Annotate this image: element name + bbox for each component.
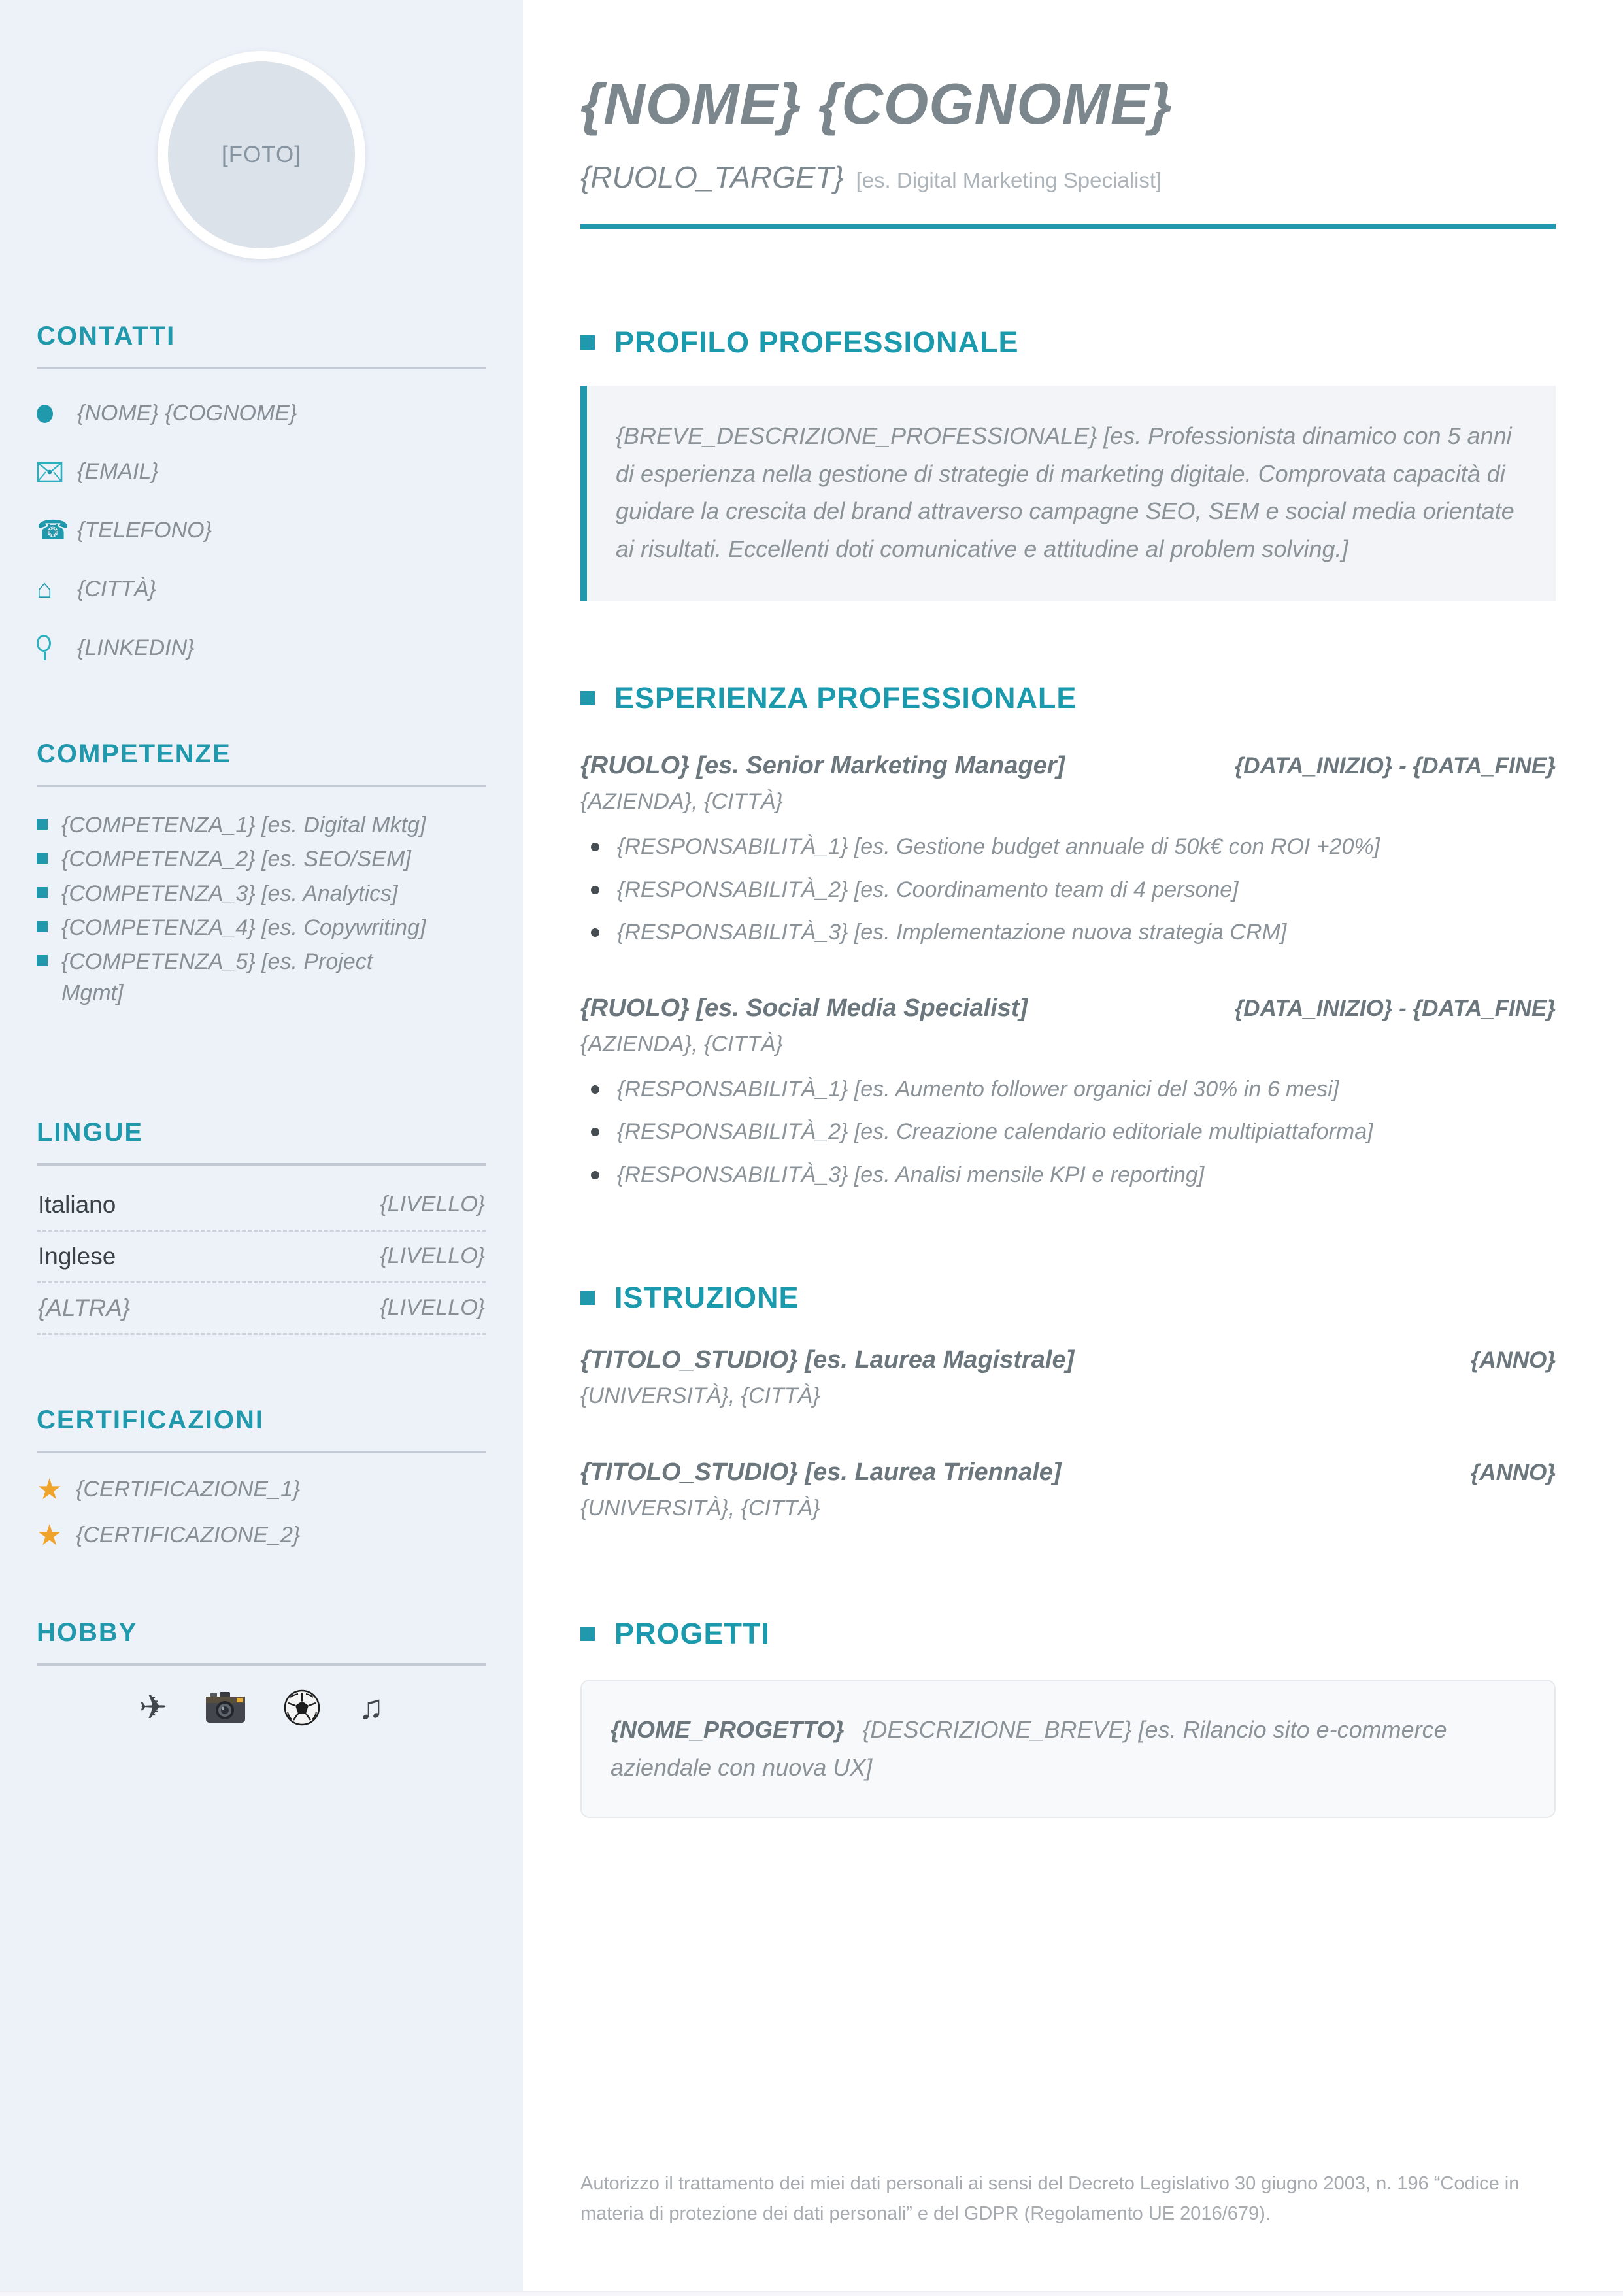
certifications-section xyxy=(37,1406,486,1550)
education-header xyxy=(580,1459,1556,1487)
skill-item: {COMPETENZA_3} [es. Analytics] xyxy=(37,878,486,909)
education-heading: ISTRUZIONE xyxy=(580,1281,1556,1315)
job-entry xyxy=(580,752,1556,947)
square-bullet-icon xyxy=(580,1627,595,1641)
phone-icon: ☎ xyxy=(37,516,69,545)
education-school: {UNIVERSITÀ}, {CITTÀ} xyxy=(580,1496,820,1521)
contact-phone-text: {TELEFONO} xyxy=(77,517,212,543)
profile-summary-box xyxy=(580,386,1556,601)
sidebar xyxy=(0,0,523,2291)
email-icon xyxy=(37,462,77,482)
contact-name-text: {NOME} {COGNOME} xyxy=(77,401,297,426)
person-dot-icon xyxy=(37,405,77,423)
header-accent-rule xyxy=(580,224,1556,229)
airplane-icon: ✈ xyxy=(139,1688,168,1727)
photo-label: [FOTO] xyxy=(221,142,302,167)
job-header xyxy=(580,752,1556,780)
star-icon: ★ xyxy=(37,1519,63,1551)
job-bullet-list xyxy=(580,1075,1556,1190)
education-entry xyxy=(580,1346,1556,1409)
skill-item: {COMPETENZA_5} [es. Project Mgmt] xyxy=(37,946,486,1009)
contact-item-city xyxy=(37,576,486,602)
square-bullet-icon xyxy=(37,853,61,875)
photo-circle xyxy=(168,61,355,248)
skills-title: COMPETENZE xyxy=(37,739,231,768)
section-divider xyxy=(37,1663,486,1666)
page-title-name: {NOME} {COGNOME} xyxy=(580,71,1173,136)
contact-item-linkedin xyxy=(37,635,486,661)
project-name: {NOME_PROGETTO} xyxy=(611,1716,845,1744)
languages-section xyxy=(37,1118,486,1335)
job-dates: {DATA_INIZIO} - {DATA_FINE} xyxy=(1234,753,1556,779)
education-school: {UNIVERSITÀ}, {CITTÀ} xyxy=(580,1383,820,1409)
contact-item-phone xyxy=(37,517,486,543)
square-bullet-icon xyxy=(580,691,595,705)
education-degree: {TITOLO_STUDIO} [es. Laurea Triennale] xyxy=(580,1459,1062,1487)
projects-heading: PROGETTI xyxy=(580,1617,1556,1651)
experience-heading: ESPERIENZA PROFESSIONALE xyxy=(580,681,1556,715)
contact-item-name xyxy=(37,401,486,426)
hobby-section xyxy=(37,1618,486,1726)
certification-list xyxy=(37,1473,486,1551)
privacy-footer-text: Autorizzo il trattamento dei miei dati personali ai sensi del Decreto Legislativo 30 giugno 2003, n. 196 “Codice in materia di protezione dei dati personali” e del GDPR (Regolamento UE 2016/679). xyxy=(580,2173,1520,2224)
contact-city-text: {CITTÀ} xyxy=(77,576,156,601)
job-bullet: {RESPONSABILITÀ_2} [es. Creazione calendario editoriale multipiattaforma] xyxy=(580,1118,1556,1147)
photo-placeholder xyxy=(158,51,365,259)
star-icon: ★ xyxy=(37,1473,63,1506)
square-bullet-icon xyxy=(37,819,61,841)
profile-heading: PROFILO PROFESSIONALE xyxy=(580,326,1556,360)
languages-title: LINGUE xyxy=(37,1117,144,1147)
job-role: {RUOLO} [es. Social Media Specialist] xyxy=(580,994,1028,1022)
project-description: {DESCRIZIONE_BREVE} [es. Rilancio sito e-commerce aziendale con nuova UX] xyxy=(611,1716,1447,1781)
education-header xyxy=(580,1346,1556,1374)
page-bottom-strip xyxy=(0,2291,1623,2296)
education-degree: {TITOLO_STUDIO} [es. Laurea Magistrale] xyxy=(580,1346,1075,1374)
language-level: {LIVELLO} xyxy=(380,1192,485,1217)
job-company: {AZIENDA}, {CITTÀ} xyxy=(580,1031,783,1056)
language-level: {LIVELLO} xyxy=(380,1295,485,1321)
target-role: {RUOLO_TARGET} xyxy=(580,160,845,194)
square-bullet-icon xyxy=(580,335,595,350)
job-header xyxy=(580,994,1556,1022)
section-divider xyxy=(37,1451,486,1453)
contacts-section xyxy=(37,322,486,661)
certification-item: ★ {CERTIFICAZIONE_2} xyxy=(37,1519,301,1551)
square-bullet-icon xyxy=(37,887,61,909)
education-year: {ANNO} xyxy=(1470,1460,1556,1486)
contacts-title: CONTATTI xyxy=(37,322,176,350)
contact-linkedin-text: {LINKEDIN} xyxy=(77,635,195,660)
music-note-icon: ♫ xyxy=(358,1688,384,1727)
profile-summary-text: {BREVE_DESCRIZIONE_PROFESSIONALE} [es. Professionista dinamico con 5 anni di esperienza nella gestione di strategie di marketing digitale. Comprovata capacità di guidare la crescita del brand attraverso campagne SEO, SEM e social media orientate ai risultati. Eccellenti doti comunicative e attitudine al problem solving.] xyxy=(616,422,1514,562)
skill-list xyxy=(37,809,486,1009)
square-bullet-icon xyxy=(37,955,61,1009)
square-bullet-icon xyxy=(580,1291,595,1305)
experience-section xyxy=(580,681,1556,1189)
job-entry xyxy=(580,994,1556,1190)
target-role-note: [es. Digital Marketing Specialist] xyxy=(856,168,1162,192)
certifications-title: CERTIFICAZIONI xyxy=(37,1405,264,1434)
contact-item-email xyxy=(37,459,486,484)
job-bullet-list xyxy=(580,833,1556,947)
contact-list xyxy=(37,401,486,661)
role-line xyxy=(580,160,1556,195)
section-divider xyxy=(37,1163,486,1166)
job-bullet: {RESPONSABILITÀ_3} [es. Implementazione nuova strategia CRM] xyxy=(580,919,1556,947)
square-bullet-icon xyxy=(37,921,61,943)
skills-section xyxy=(37,739,486,1009)
projects-section xyxy=(580,1617,1556,1817)
skill-item: {COMPETENZA_2} [es. SEO/SEM] xyxy=(37,843,486,875)
certification-item: ★ {CERTIFICAZIONE_1} xyxy=(37,1473,301,1506)
language-row xyxy=(37,1180,486,1232)
language-row xyxy=(37,1232,486,1283)
job-dates: {DATA_INIZIO} - {DATA_FINE} xyxy=(1234,995,1556,1021)
language-name: Inglese xyxy=(38,1242,116,1270)
education-section xyxy=(580,1281,1556,1521)
language-row xyxy=(37,1283,486,1335)
job-bullet: {RESPONSABILITÀ_1} [es. Gestione budget annuale di 50k€ con ROI +20%] xyxy=(580,833,1556,862)
education-year: {ANNO} xyxy=(1470,1347,1556,1374)
main-column xyxy=(580,0,1556,1818)
section-divider xyxy=(37,367,486,369)
language-rows xyxy=(37,1180,486,1335)
linkedin-pin-icon xyxy=(37,635,77,661)
job-bullet: {RESPONSABILITÀ_2} [es. Coordinamento team di 4 persone] xyxy=(580,876,1556,905)
skill-item: {COMPETENZA_4} [es. Copywriting] xyxy=(37,912,486,943)
home-icon: ⌂ xyxy=(37,575,53,603)
section-divider xyxy=(37,785,486,787)
camera-icon xyxy=(205,1692,246,1723)
education-entry xyxy=(580,1459,1556,1521)
skill-item: {COMPETENZA_1} [es. Digital Mktg] xyxy=(37,809,486,841)
project-card xyxy=(580,1680,1556,1817)
contact-email-text: {EMAIL} xyxy=(77,459,159,484)
job-bullet: {RESPONSABILITÀ_3} [es. Analisi mensile KPI e reporting] xyxy=(580,1161,1556,1190)
job-role: {RUOLO} [es. Senior Marketing Manager] xyxy=(580,752,1065,780)
language-level: {LIVELLO} xyxy=(380,1243,485,1269)
language-name: {ALTRA} xyxy=(38,1294,131,1321)
job-company: {AZIENDA}, {CITTÀ} xyxy=(580,789,783,815)
job-bullet: {RESPONSABILITÀ_1} [es. Aumento follower organici del 30% in 6 mesi] xyxy=(580,1075,1556,1104)
hobby-title: HOBBY xyxy=(37,1617,138,1647)
language-name: Italiano xyxy=(38,1190,116,1218)
hobby-icons-row xyxy=(37,1689,486,1726)
soccer-ball-icon xyxy=(284,1689,320,1726)
profile-section xyxy=(580,326,1556,601)
